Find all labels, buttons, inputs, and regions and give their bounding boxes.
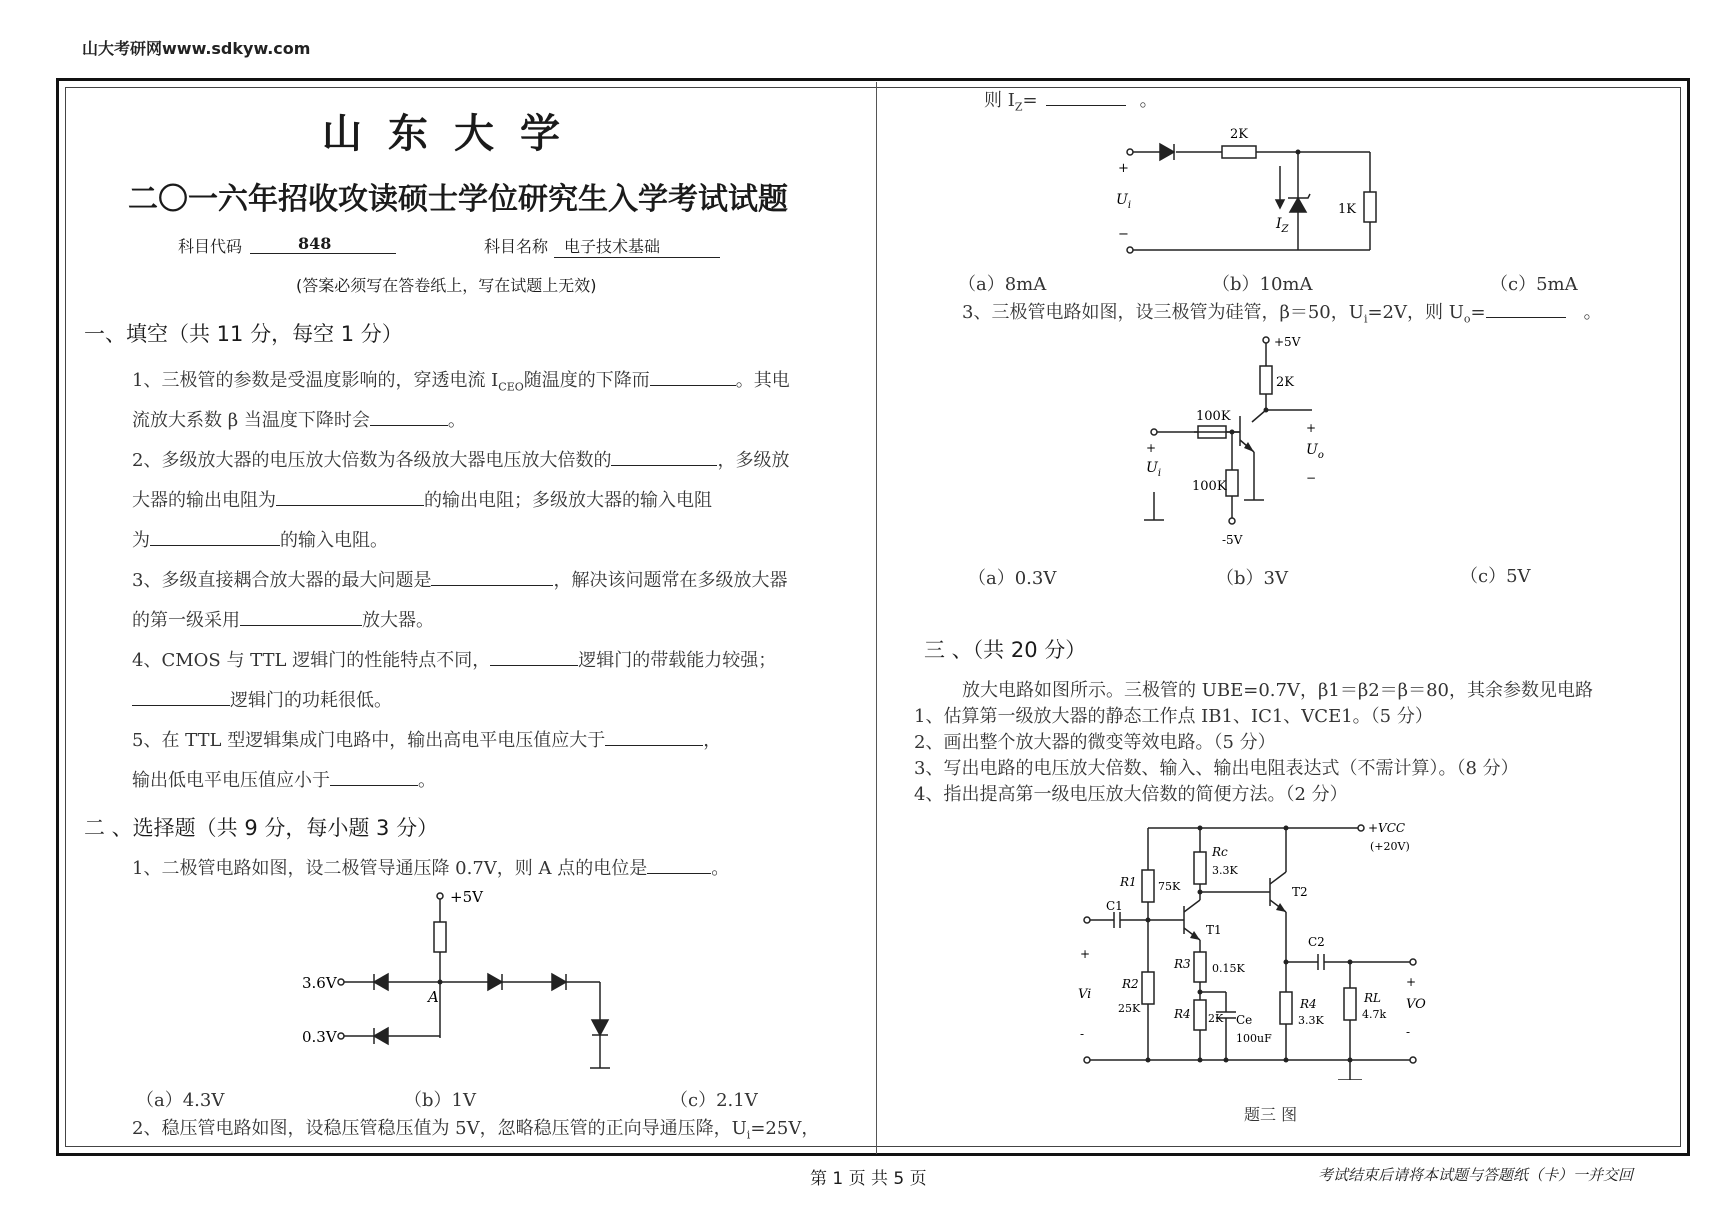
s3-amplifier-circuit bbox=[1076, 812, 1436, 1080]
s3-vo-plus: + bbox=[1406, 975, 1417, 989]
s3-intro: 放大电路如图所示。三极管的 UBE=0.7V，β1＝β2＝β＝80，其余参数见电路 bbox=[962, 680, 1593, 701]
answer-note: (答案必须写在答卷纸上，写在试题上无效) bbox=[296, 276, 597, 295]
q3-vee-label: -5V bbox=[1222, 533, 1243, 547]
q1-option-a: （a）4.3V bbox=[136, 1090, 225, 1111]
q2-iz-label: $I_Z$ bbox=[1276, 216, 1289, 235]
s3-item-2: 2、画出整个放大器的微变等效电路。（5 分） bbox=[914, 732, 1276, 753]
site-header: 山大考研网www.sdkyw.com bbox=[82, 39, 311, 58]
s3-item-3: 3、写出电路的电压放大倍数、输入、输出电阻表达式（不需计算）。（8 分） bbox=[914, 758, 1519, 779]
s3-rl-value: 4.7k bbox=[1362, 1008, 1387, 1021]
s1-line-4: 大器的输出电阻为 的输出电阻；多级放大器的输入电阻 bbox=[132, 486, 712, 512]
q1-diode-circuit bbox=[290, 890, 630, 1085]
s1-line-3: 2、多级放大器的电压放大倍数为各级放大器电压放大倍数的 ，多级放 bbox=[132, 446, 789, 472]
s1-line-11: 输出低电平电压值应小于 。 bbox=[132, 766, 436, 792]
s3-ce-label: Ce bbox=[1236, 1013, 1253, 1027]
s3-r1-label: R1 bbox=[1120, 875, 1137, 889]
q3-vcc-label: +5V bbox=[1274, 335, 1301, 349]
q2-ui-label: $U_i$ bbox=[1116, 192, 1132, 211]
q3-option-b: （b）3V bbox=[1216, 568, 1288, 589]
subject-code-label: 科目代码 bbox=[178, 237, 243, 256]
s3-vo-minus: - bbox=[1406, 1025, 1411, 1039]
q2-zener-circuit bbox=[1108, 120, 1398, 260]
s1-line-8: 4、CMOS 与 TTL 逻辑门的性能特点不同， 逻辑门的带载能力较强； bbox=[132, 646, 776, 672]
s3-vcc-label: +VCC bbox=[1368, 821, 1406, 835]
q2-r1-label: 2K bbox=[1230, 127, 1248, 142]
q1-in2-label: 0.3V bbox=[302, 1028, 337, 1046]
s3-r4a-value: 2K bbox=[1208, 1012, 1224, 1025]
q1-in1-label: 3.6V bbox=[302, 974, 337, 992]
s3-r4-value: 3.3K bbox=[1298, 1014, 1324, 1027]
s3-r3-value: 0.15K bbox=[1212, 962, 1245, 975]
subject-name-label: 科目名称 bbox=[484, 237, 549, 256]
s1-line-10: 5、在 TTL 型逻辑集成门电路中，输出高电平电压值应大于 ， bbox=[132, 726, 721, 752]
s3-vcc-value: (+20V) bbox=[1370, 840, 1410, 853]
s3-figure-caption: 题三 图 bbox=[1244, 1105, 1298, 1124]
s3-t1-label: T1 bbox=[1206, 923, 1222, 937]
s3-rc-label: Rc bbox=[1212, 845, 1228, 859]
s3-item-4: 4、指出提高第一级电压放大倍数的简便方法。（2 分） bbox=[914, 784, 1348, 805]
s3-r2-value: 25K bbox=[1118, 1002, 1141, 1015]
s1-line-2: 流放大系数 β 当温度下降时会 。 bbox=[132, 406, 466, 432]
s3-item-1: 1、估算第一级放大器的静态工作点 IB1、IC1、VCE1。（5 分） bbox=[914, 706, 1433, 727]
q3-ui-label: $U_i$ bbox=[1146, 460, 1162, 479]
s1-line-5: 为 的输入电阻。 bbox=[132, 526, 388, 552]
q3-rb-label: 100K bbox=[1196, 409, 1231, 424]
footer-note: 考试结束后请将本试题与答题纸（卡）一并交回 bbox=[1318, 1166, 1634, 1184]
q1-vcc-label: +5V bbox=[450, 890, 483, 906]
s3-vi-minus: - bbox=[1080, 1027, 1085, 1041]
q3-transistor-circuit bbox=[1140, 332, 1340, 554]
s3-r4-label: R4 bbox=[1300, 997, 1317, 1011]
s3-r3-label: R3 bbox=[1174, 957, 1191, 971]
q1-option-c: （c）2.1V bbox=[670, 1090, 758, 1111]
q3-re-label: 100K bbox=[1192, 479, 1227, 494]
q2-text-cont: 则 $I_Z=$ 。 bbox=[984, 86, 1158, 114]
q2-option-a: （a）8mA bbox=[958, 274, 1047, 295]
s3-vi-label: Vi bbox=[1078, 987, 1092, 1002]
exam-title: 二〇一六年招收攻读硕士学位研究生入学考试试题 bbox=[128, 182, 788, 217]
page-number: 第 1 页 共 5 页 bbox=[810, 1169, 927, 1189]
section2-heading: 二 、选择题（共 9 分，每小题 3 分） bbox=[84, 816, 439, 840]
q3-minus-out: − bbox=[1306, 471, 1317, 485]
q3-rc-label: 2K bbox=[1276, 375, 1294, 390]
q3-plus-out: + bbox=[1306, 421, 1317, 435]
q2-text: 2、稳压管电路如图，设稳压管稳压值为 5V，忽略稳压管的正向导通压降，$U_i=25V$， bbox=[132, 1118, 820, 1142]
s3-vo-label: VO bbox=[1406, 997, 1426, 1012]
q1-option-b: （b）1V bbox=[404, 1090, 476, 1111]
q1-text: 1、二极管电路如图，设二极管导通压降 0.7V，则 A 点的电位是 。 bbox=[132, 854, 729, 880]
q3-option-a: （a）0.3V bbox=[968, 568, 1057, 589]
q3-option-c: （c）5V bbox=[1460, 566, 1531, 587]
university-title: 山东大学 bbox=[322, 110, 586, 157]
s3-t2-label: T2 bbox=[1292, 885, 1308, 899]
s3-r4a-label: R4 bbox=[1174, 1007, 1191, 1021]
q3-uo-label: $U_o$ bbox=[1306, 442, 1324, 461]
s1-line-9: 逻辑门的功耗很低。 bbox=[132, 686, 392, 712]
s1-line-1: 1、三极管的参数是受温度影响的，穿透电流 $I_{CEO}$随温度的下降而 。其电 bbox=[132, 366, 790, 394]
section3-heading: 三 、（共 20 分） bbox=[924, 638, 1087, 662]
q2-rl-label: 1K bbox=[1338, 202, 1356, 217]
subject-name: 电子技术基础 bbox=[554, 234, 720, 258]
s1-line-6: 3、多级直接耦合放大器的最大问题是 ，解决该问题常在多级放大器 bbox=[132, 566, 787, 592]
s3-c2-label: C2 bbox=[1308, 935, 1325, 949]
s3-r1-value: 75K bbox=[1158, 880, 1181, 893]
q1-node-a: A bbox=[428, 988, 439, 1006]
s3-r2-label: R2 bbox=[1122, 977, 1139, 991]
subject-code: 848 bbox=[250, 234, 396, 254]
section1-heading: 一、填空（共 11 分，每空 1 分） bbox=[84, 322, 403, 346]
s3-rc-value: 3.3K bbox=[1212, 864, 1238, 877]
s3-ce-value: 100uF bbox=[1236, 1032, 1272, 1045]
q2-option-c: （c）5mA bbox=[1490, 274, 1578, 295]
s1-line-7: 的第一级采用 放大器。 bbox=[132, 606, 434, 632]
q2-plus: + bbox=[1118, 161, 1129, 176]
s3-vi-plus: + bbox=[1080, 947, 1091, 961]
q3-text: 3、三极管电路如图，设三极管为硅管，β＝50，$U_i=2V$，则 $U_o=$ 。 bbox=[962, 298, 1602, 326]
s3-c1-label: C1 bbox=[1106, 899, 1123, 913]
q3-plus-in: + bbox=[1146, 441, 1157, 455]
s3-rl-label: RL bbox=[1364, 991, 1382, 1005]
column-divider bbox=[876, 82, 877, 1154]
q2-minus: − bbox=[1118, 227, 1129, 242]
q2-option-b: （b）10mA bbox=[1212, 274, 1313, 295]
